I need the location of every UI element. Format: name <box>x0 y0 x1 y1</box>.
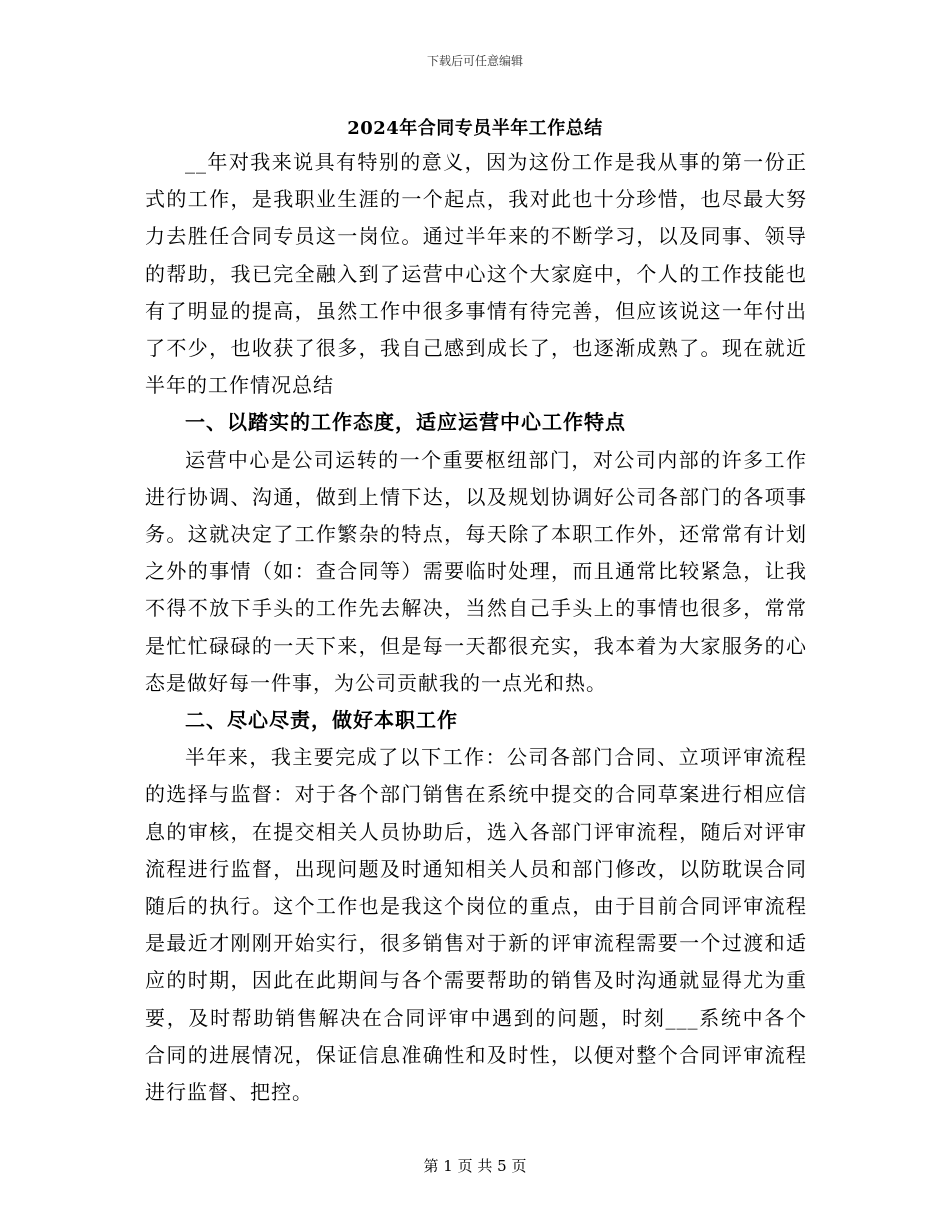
section-paragraph-1: 运营中心是公司运转的一个重要枢纽部门，对公司内部的许多工作进行协调、沟通，做到上情下达，以及规划协调好公司各部门的各项事务。这就决定了工作繁杂的特点，每天除了本职工作外，还常常有计划之外的事情（如：查合同等）需要临时处理，而且通常比较紧急，让我不得不放下手头的工作先去解决，当然自己手头上的事情也很多，常常是忙忙碌碌的一天下来，但是每一天都很充实，我本着为大家服务的心态是做好每一件事，为公司贡献我的一点光和热。 <box>145 447 807 695</box>
section-heading-1: 一、以踏实的工作态度，适应运营中心工作特点 <box>185 410 626 435</box>
section-heading-2: 二、尽心尽责，做好本职工作 <box>185 708 458 733</box>
header-note: 下载后可任意编辑 <box>426 54 523 68</box>
intro-paragraph: __年对我来说具有特别的意义，因为这份工作是我从事的第一份正式的工作，是我职业生涯的一个起点，我对此也十分珍惜，也尽最大努力去胜任合同专员这一岗位。通过半年来的不断学习，以及同事、领导的帮助，我已完全融入到了运营中心这个大家庭中，个人的工作技能也有了明显的提高，虽然工作中很多事情有待完善，但应该说这一年付出了不少，也收获了很多，我自己感到成长了，也逐渐成熟了。现在就近半年的工作情况总结 <box>145 150 807 398</box>
section-paragraph-2: 半年来，我主要完成了以下工作：公司各部门合同、立项评审流程的选择与监督：对于各个部门销售在系统中提交的合同草案进行相应信息的审核，在提交相关人员协助后，选入各部门评审流程，随后对评审流程进行监督，出现问题及时通知相关人员和部门修改，以防耽误合同随后的执行。这个工作也是我这个岗位的重点，由于目前合同评审流程是最近才刚刚开始实行，很多销售对于新的评审流程需要一个过渡和适应的时期，因此在此期间与各个需要帮助的销售及时沟通就显得尤为重要，及时帮助销售解决在合同评审中遇到的问题，时刻___系统中各个合同的进展情况，保证信息准确性和及时性，以便对整个合同评审流程进行监督、把控。 <box>145 745 807 1105</box>
document-body <box>145 144 807 1111</box>
document-title: 2024年合同专员半年工作总结 <box>347 118 603 139</box>
page-number: 第 1 页 共 5 页 <box>423 1157 527 1175</box>
